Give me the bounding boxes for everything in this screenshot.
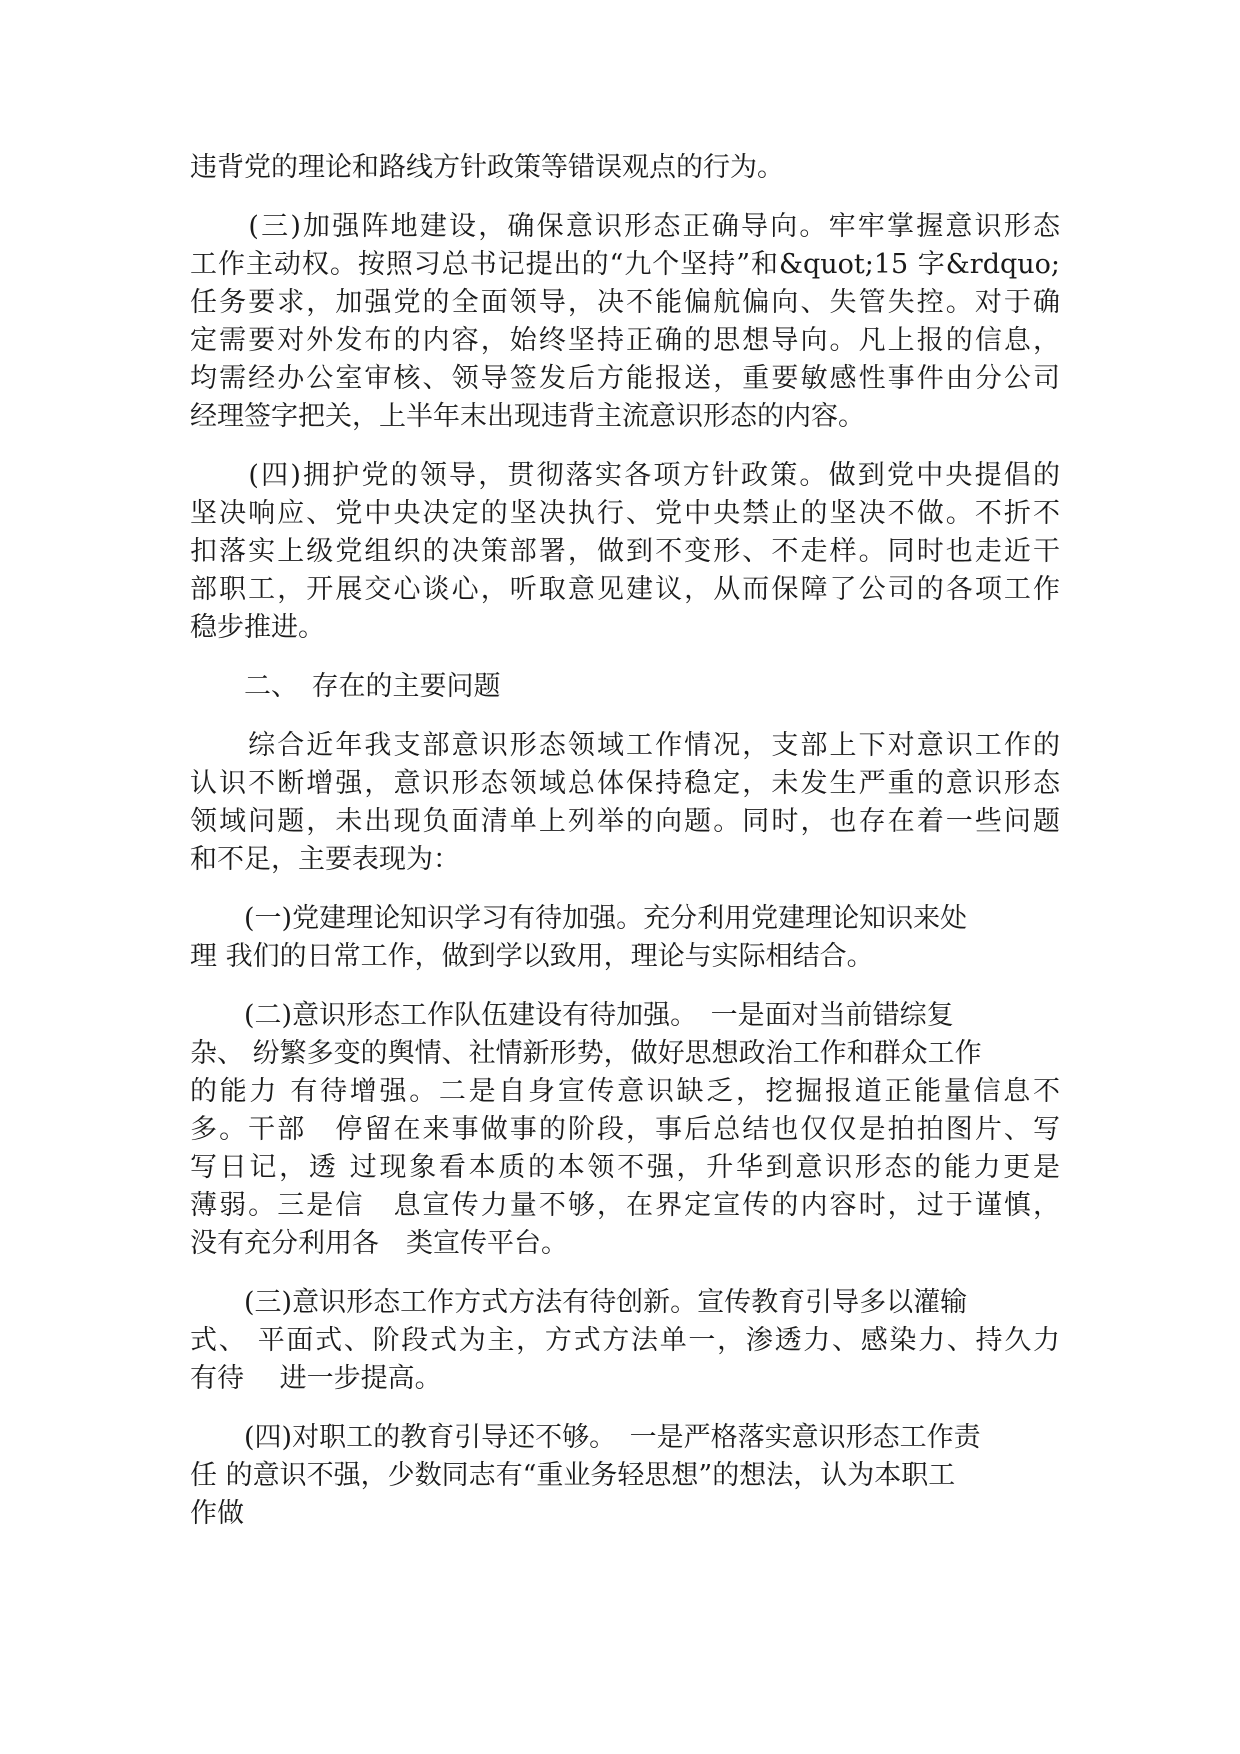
paragraph <box>190 1284 1060 1398</box>
paragraph <box>190 900 1060 976</box>
text-line: 任务要求，加强党的全面领导，决不能偏航偏向、失管失控。对于确 <box>190 287 1060 318</box>
text-line: (二)意识形态工作队伍建设有待加强。 一是面对当前错综复 <box>190 1000 954 1031</box>
text-line: 有待 进一步提高。 <box>190 1363 442 1394</box>
text-line: 坚决响应、党中央决定的坚决执行、党中央禁止的坚决不做。不折不 <box>190 498 1060 529</box>
text-line: (一)党建理论知识学习有待加强。充分利用党建理论知识来处 <box>190 903 968 934</box>
text-line: 违背党的理论和路线方针政策等错误观点的行为。 <box>190 152 784 183</box>
section-heading <box>190 668 1060 706</box>
paragraph <box>190 997 1060 1263</box>
text-line: (三)加强阵地建设，确保意识形态正确导向。牢牢掌握意识形态 <box>190 211 1060 242</box>
text-line: 没有充分利用各 类宣传平台。 <box>190 1228 568 1259</box>
paragraph <box>190 727 1060 879</box>
text-line: 二、 存在的主要问题 <box>190 671 501 702</box>
text-line: (三)意识形态工作方式方法有待创新。宣传教育引导多以灌输 <box>190 1287 968 1318</box>
text-line: 式、 平面式、阶段式为主，方式方法单一，渗透力、感染力、持久力 <box>190 1325 1060 1356</box>
text-line: 写日记，透 过现象看本质的本领不强，升华到意识形态的能力更是 <box>190 1152 1060 1183</box>
text-line: 薄弱。三是信 息宣传力量不够，在界定宣传的内容时，过于谨慎， <box>190 1190 1060 1221</box>
paragraph <box>190 1419 1060 1533</box>
text-line: 理 我们的日常工作，做到学以致用，理论与实际相结合。 <box>190 941 874 972</box>
text-line: 综合近年我支部意识形态领域工作情况，支部上下对意识工作的 <box>190 730 1060 761</box>
paragraph <box>190 457 1060 647</box>
text-line: 扣落实上级党组织的决策部署，做到不变形、不走样。同时也走近干 <box>190 536 1060 567</box>
text-line: 定需要对外发布的内容，始终坚持正确的思想导向。凡上报的信息， <box>190 325 1060 356</box>
text-line: (四)拥护党的领导，贯彻落实各项方针政策。做到党中央提倡的 <box>190 460 1060 491</box>
text-line: 作做 <box>190 1498 244 1529</box>
text-line: 多。干部 停留在来事做事的阶段，事后总结也仅仅是拍拍图片、写 <box>190 1114 1060 1145</box>
paragraph <box>190 208 1060 436</box>
text-line: 任 的意识不强，少数同志有“重业务轻思想”的想法，认为本职工 <box>190 1460 956 1491</box>
text-line: 部职工，开展交心谈心，听取意见建议，从而保障了公司的各项工作 <box>190 574 1060 605</box>
text-line: 和不足，主要表现为： <box>190 844 460 875</box>
text-line: 均需经办公室审核、领导签发后方能报送，重要敏感性事件由分公司 <box>190 363 1060 394</box>
text-line: 经理签字把关，上半年末出现违背主流意识形态的内容。 <box>190 401 865 432</box>
text-line: 杂、 纷繁多变的舆情、社情新形势，做好思想政治工作和群众工作 <box>190 1038 982 1069</box>
document-body <box>190 149 1060 1533</box>
text-line: 领域问题，未出现负面清单上列举的向题。同时，也存在着一些问题 <box>190 806 1060 837</box>
paragraph <box>190 149 1060 187</box>
text-line: 稳步推进。 <box>190 612 325 643</box>
text-line: 工作主动权。按照习总书记提出的“九个坚持”和&quot;15 字&rdquo; <box>190 249 1060 280</box>
text-line: (四)对职工的教育引导还不够。 一是严格落实意识形态工作责 <box>190 1422 981 1453</box>
text-line: 认识不断增强，意识形态领域总体保持稳定，未发生严重的意识形态 <box>190 768 1060 799</box>
text-line: 的能力 有待增强。二是自身宣传意识缺乏，挖掘报道正能量信息不 <box>190 1076 1060 1107</box>
